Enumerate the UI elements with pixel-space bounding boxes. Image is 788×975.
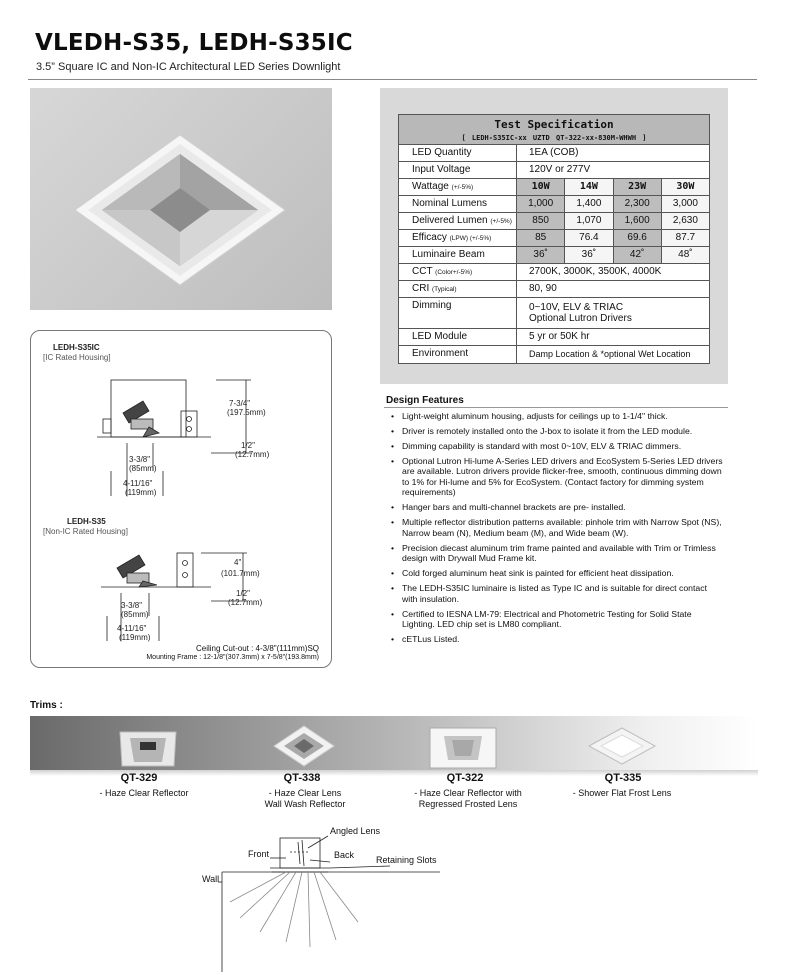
- cri-label: CRI (Typical): [399, 281, 517, 297]
- ceiling-cutout-note: Ceiling Cut-out : 4-3/8"(111mm)SQ: [195, 644, 319, 653]
- wall-label: Wall: [202, 874, 220, 884]
- trim-code: QT-329: [120, 772, 158, 784]
- beam-cell: 42˚: [614, 247, 662, 263]
- row-input-voltage: [399, 162, 709, 179]
- ic-width1-mm: (85mm): [129, 464, 157, 473]
- nominal-lumens-cell: 2,300: [614, 196, 662, 212]
- cct-value: 2700K, 3000K, 3500K, 4000K: [529, 266, 662, 277]
- environment-label: Environment: [399, 346, 517, 363]
- housing-drawing: [31, 331, 333, 669]
- ic-height-mm: (197.5mm): [227, 408, 266, 417]
- nominal-lumens-label: Nominal Lumens: [399, 196, 517, 212]
- ic-trim-label: 1/2": [241, 441, 255, 450]
- list-item: • Driver is remotely installed onto the J-box to isolate it from the LED module.: [388, 426, 723, 437]
- led-module-label: LED Module: [399, 329, 517, 345]
- nominal-lumens-cell: 1,000: [517, 196, 565, 212]
- spec-table: [398, 114, 710, 364]
- non-ic-height-label: 4": [234, 558, 242, 567]
- front-label: Front: [248, 849, 270, 859]
- row-led-quantity: [399, 145, 709, 162]
- trim-description: - Haze Clear Reflector: [99, 788, 189, 798]
- trim-description: - Haze Clear Reflector with Regressed Frosted Lens: [414, 788, 522, 809]
- row-cct: [399, 264, 709, 281]
- trim-qt329-image: [118, 728, 178, 768]
- luminaire-beam-label: Luminaire Beam: [399, 247, 517, 263]
- dimension-drawing-panel: [30, 330, 332, 668]
- list-item: • Hanger bars and multi-channel brackets are pre- installed.: [388, 502, 723, 513]
- row-luminaire-beam: [399, 247, 709, 264]
- row-efficacy: [399, 230, 709, 247]
- design-features-divider: [384, 407, 728, 408]
- list-item: • Multiple reflector distribution patterns available: pinhole trim with Narrow Spot (NS), Narrow beam (N), Medium beam (M), and Wide beam (W).: [388, 517, 723, 538]
- trim-code: QT-338: [283, 772, 321, 784]
- led-quantity-value: 1EA (COB): [529, 147, 579, 158]
- efficacy-cell: 87.7: [662, 230, 709, 246]
- ic-trim-mm: (12.7mm): [235, 450, 270, 459]
- non-ic-width1-label: 3-3/8": [121, 601, 143, 610]
- list-item: • Optional Lutron Hi-lume A-Series LED drivers and EcoSystem 5-Series LED drivers are available. Lutron drivers provide flicker-free, smooth, continuous dimming down to 1% for Hi-lume and 5% for EcoSystem. (Contact factory for dimming system requirements): [388, 456, 723, 498]
- spec-header: [399, 115, 709, 145]
- design-features-title: Design Features: [386, 395, 464, 406]
- non-ic-width1-mm: (85mm): [121, 610, 149, 619]
- ic-width2-mm: (119mm): [125, 488, 157, 497]
- trim-code: QT-322: [446, 772, 484, 784]
- trim-description: - Shower Flat Frost Lens: [572, 788, 672, 798]
- product-photo: [30, 88, 332, 310]
- list-item: • The LEDH-S35IC luminaire is listed as Type IC and is suitable for direct contact with insulation.: [388, 583, 723, 604]
- non-ic-housing-title: LEDH-S35: [67, 517, 106, 526]
- spec-title: Test Specification: [494, 118, 614, 131]
- row-delivered-lumen: [399, 213, 709, 230]
- wattage-cell: 10W: [517, 179, 565, 195]
- efficacy-cell: 69.6: [614, 230, 662, 246]
- led-module-value: 5 yr or 50K hr: [529, 331, 590, 342]
- trim-qt335-image: [587, 726, 657, 766]
- input-voltage-value: 120V or 277V: [529, 164, 591, 175]
- list-item: • cETLus Listed.: [388, 634, 723, 645]
- list-item: • Cold forged aluminum heat sink is painted for efficient heat dissipation.: [388, 568, 723, 579]
- page-subtitle: 3.5” Square IC and Non-IC Architectural LED Series Downlight: [36, 61, 341, 73]
- non-ic-width2-mm: (119mm): [119, 633, 151, 642]
- non-ic-height-mm: (101.7mm): [221, 569, 260, 578]
- delivered-lumen-cell: 1,600: [614, 213, 662, 229]
- list-item: • Dimming capability is standard with most 0~10V, ELV & TRIAC dimmers.: [388, 441, 723, 452]
- non-ic-width2-label: 4-11/16": [117, 624, 147, 633]
- ic-width2-label: 4-11/16": [123, 479, 153, 488]
- wattage-cell: 14W: [565, 179, 613, 195]
- ic-width1-label: 3-3/8": [129, 455, 151, 464]
- trim-code: QT-335: [604, 772, 642, 784]
- efficacy-cell: 85: [517, 230, 565, 246]
- header-divider: [28, 79, 757, 80]
- spec-model: [ LEDH-S35IC-xx UZTD QT-322-xx-830M-WHWH ]: [461, 134, 647, 142]
- row-cri: [399, 281, 709, 298]
- list-item: • Precision diecast aluminum trim frame painted and available with Trim or Trimless design with Drywall Mud Frame kit.: [388, 543, 723, 564]
- cct-label: CCT (Color+/-5%): [399, 264, 517, 280]
- wall-wash-section-diagram: [190, 822, 450, 972]
- beam-cell: 36˚: [517, 247, 565, 263]
- non-ic-housing-subtitle: [Non-IC Rated Housing]: [43, 527, 128, 536]
- trim-qt338-image: [272, 724, 336, 768]
- beam-cell: 36˚: [565, 247, 613, 263]
- delivered-lumen-label: Delivered Lumen (+/-5%): [399, 213, 517, 229]
- downlight-illustration: [30, 88, 332, 310]
- environment-value: Damp Location & *optional Wet Location: [529, 349, 691, 359]
- row-nominal-lumens: [399, 196, 709, 213]
- nominal-lumens-cell: 3,000: [662, 196, 709, 212]
- mounting-frame-note: Mounting Frame : 12-1/8"(307.3mm) x 7-5/8"(193.8mm): [146, 654, 319, 661]
- delivered-lumen-cell: 850: [517, 213, 565, 229]
- non-ic-trim-label: 1/2": [236, 589, 250, 598]
- design-features-list: [388, 411, 723, 649]
- dimming-label: Dimming: [399, 298, 517, 328]
- non-ic-trim-mm: (12.7mm): [228, 598, 263, 607]
- trim-description: - Haze Clear Lens Wall Wash Reflector: [264, 788, 346, 809]
- row-wattage: [399, 179, 709, 196]
- row-led-module: [399, 329, 709, 346]
- angled-lens-label: Angled Lens: [330, 826, 381, 836]
- beam-cell: 48˚: [662, 247, 709, 263]
- delivered-lumen-cell: 1,070: [565, 213, 613, 229]
- retaining-slots-label: Retaining Slots: [376, 855, 437, 865]
- ic-height-label: 7-3/4": [229, 399, 251, 408]
- back-label: Back: [334, 850, 355, 860]
- list-item: • Certified to IESNA LM-79: Electrical and Photometric Testing for Solid State Lighting. LED chip set is LM80 compliant.: [388, 609, 723, 630]
- input-voltage-label: Input Voltage: [399, 162, 517, 178]
- row-environment: [399, 346, 709, 363]
- wattage-cell: 23W: [614, 179, 662, 195]
- efficacy-label: Efficacy (LPW) (+/-5%): [399, 230, 517, 246]
- wattage-cell: 30W: [662, 179, 709, 195]
- dimming-value: 0~10V, ELV & TRIAC Optional Lutron Drivers: [529, 302, 632, 324]
- delivered-lumen-cell: 2,630: [662, 213, 709, 229]
- trim-qt322-image: [428, 726, 498, 770]
- row-dimming: [399, 298, 709, 329]
- nominal-lumens-cell: 1,400: [565, 196, 613, 212]
- ic-housing-subtitle: [IC Rated Housing]: [43, 353, 111, 362]
- ic-housing-title: LEDH-S35IC: [53, 343, 100, 352]
- efficacy-cell: 76.4: [565, 230, 613, 246]
- cri-value: 80, 90: [529, 283, 557, 294]
- wattage-label: Wattage (+/-5%): [399, 179, 517, 195]
- page-title: VLEDH-S35, LEDH-S35IC: [35, 30, 353, 56]
- led-quantity-label: LED Quantity: [399, 145, 517, 161]
- trims-title: Trims :: [30, 700, 63, 711]
- list-item: • Light-weight aluminum housing, adjusts for ceilings up to 1-1/4" thick.: [388, 411, 723, 422]
